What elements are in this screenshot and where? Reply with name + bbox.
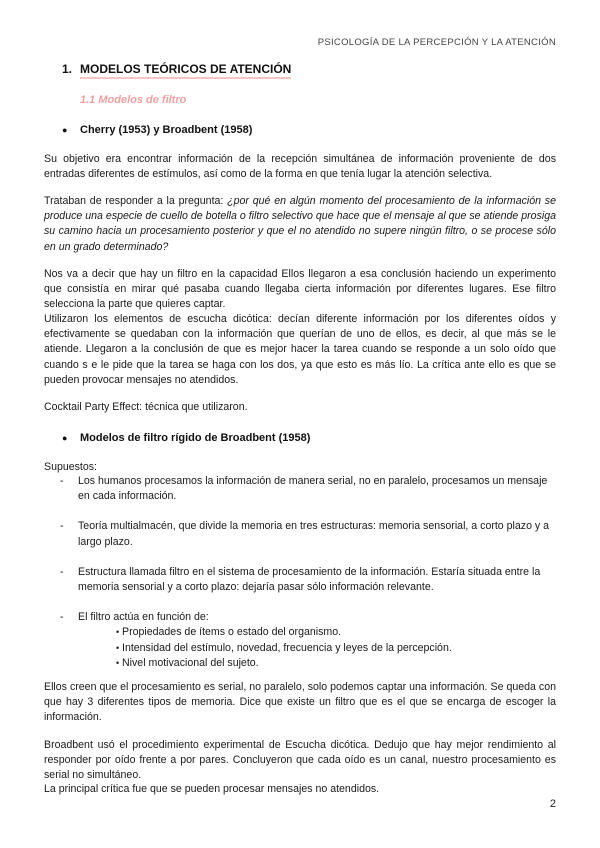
supuestos-label: Supuestos: <box>44 461 98 473</box>
question-lead: Trataban de responder a la pregunta: <box>44 195 228 207</box>
topic-heading-cherry-broadbent <box>62 124 252 136</box>
dash-marker: - <box>60 565 64 578</box>
list-item-text: El filtro actúa en función de: <box>78 611 209 624</box>
dash-marker: - <box>60 611 64 624</box>
running-header: PSICOLOGÍA DE LA PERCEPCIÓN Y LA ATENCIÓN <box>317 37 556 48</box>
sub-list-item-text: Intensidad del estímulo, novedad, frecuencia y leyes de la percepción. <box>122 641 452 654</box>
topic-heading-text: Modelos de filtro rígido de Broadbent (1958) <box>80 432 311 444</box>
paragraph-filter-capacity: Nos va a decir que hay un filtro en la capacidad Ellos llegaron a esa conclusión haciendo un experimento que consistía en mirar qué pasaba cuando llegaba cierta información por diferentes lugares. Ese filtro selecciona la parte que quieres captar. <box>44 268 556 311</box>
list-item <box>60 474 556 504</box>
list-item <box>60 610 556 671</box>
section-number: 1. <box>62 62 73 76</box>
question-text: ¿por qué en algún momento del procesamiento de la información se produce una especie de cuello de botella o filtro selectivo que hace que el mensaje al que se atiende prosiga su camino hacia un procesamiento posterior y que el no atendido no supere ningún filtro, o se procese sólo en un grado determinado? <box>44 195 556 253</box>
sub-bullet-icon: • <box>116 642 120 653</box>
page-number: 2 <box>549 798 556 810</box>
list-item-text: Los humanos procesamos la información de manera serial, no en paralelo, procesamos un mensaje en cada información. <box>78 475 548 503</box>
paragraph-dichotic-listening: Utilizaron los elementos de escucha dicótica: decían diferente información por los diferentes oídos y efectivamente se quedaban con la información que querían de uno de ellos, es decir, al que más se le atiende. Llegaron a la conclusión de que es mejor hacer la tarea cuando se responde a un solo oído que cuando s e le pide que la tarea se haga con los dos, ya que esto es más lío. La crítica ante ello es que se pueden provocar mensajes no atendidos. <box>44 313 556 386</box>
list-item-text: Estructura llamada filtro en el sistema de procesamiento de la información. Estaría situada entre la memoria sensorial y a corto plazo: dejaría pasar sólo información relevante. <box>78 565 541 594</box>
subsection-heading: 1.1 Modelos de filtro <box>80 94 187 106</box>
filter-factors-list <box>78 625 556 671</box>
bullet-icon: ● <box>62 433 68 443</box>
paragraph-cocktail-party: Cocktail Party Effect: técnica que utilizaron. <box>44 401 248 413</box>
section-title: MODELOS TEÓRICOS DE ATENCIÓN <box>80 62 291 79</box>
bullet-icon: ● <box>62 125 68 135</box>
topic-heading-text: Cherry (1953) y Broadbent (1958) <box>80 124 253 136</box>
paragraph-main-criticism: La principal crítica fue que se pueden procesar mensajes no atendidos. <box>44 783 380 795</box>
sub-list-item <box>116 656 556 671</box>
sub-list-item <box>116 625 556 640</box>
assumptions-list <box>60 474 556 686</box>
dash-marker: - <box>60 520 64 533</box>
dash-marker: - <box>60 475 64 487</box>
sub-list-item-text: Propiedades de ítems o estado del organismo. <box>122 626 342 639</box>
paragraph-broadbent-method: Broadbent usó el procedimiento experimental de Escucha dicótica. Dedujo que hay mejor rendimiento al responder por oído frente a por pares. Concluyeron que cada oído es un canal, nuestro procesamiento es serial no simultáneo. <box>44 739 556 782</box>
topic-heading-rigid-filter <box>62 432 310 444</box>
sub-bullet-icon: • <box>116 627 120 638</box>
sub-bullet-icon: • <box>116 657 120 668</box>
paragraph-serial-processing: Ellos creen que el procesamiento es serial, no paralelo, solo podemos captar una información. Se queda con que hay 3 diferentes tipos de memoria. Dice que existe un filtro que es el que se encarga de escoger la información. <box>44 681 556 724</box>
list-item-text: Teoría multialmacén, que divide la memoria en tres estructuras: memoria sensorial, a corto plazo y a largo plazo. <box>78 520 550 548</box>
list-item <box>60 519 556 549</box>
paragraph-question <box>44 194 556 255</box>
list-item <box>60 565 556 595</box>
paragraph-objective: Su objetivo era encontrar información de la recepción simultánea de información proveniente de dos entradas diferentes de estímulos, así como de la forma en que tenía lugar la atención selectiva. <box>44 153 556 181</box>
sub-list-item-text: Nivel motivacional del sujeto. <box>122 656 259 669</box>
section-heading <box>62 62 291 76</box>
sub-list-item <box>116 641 556 656</box>
